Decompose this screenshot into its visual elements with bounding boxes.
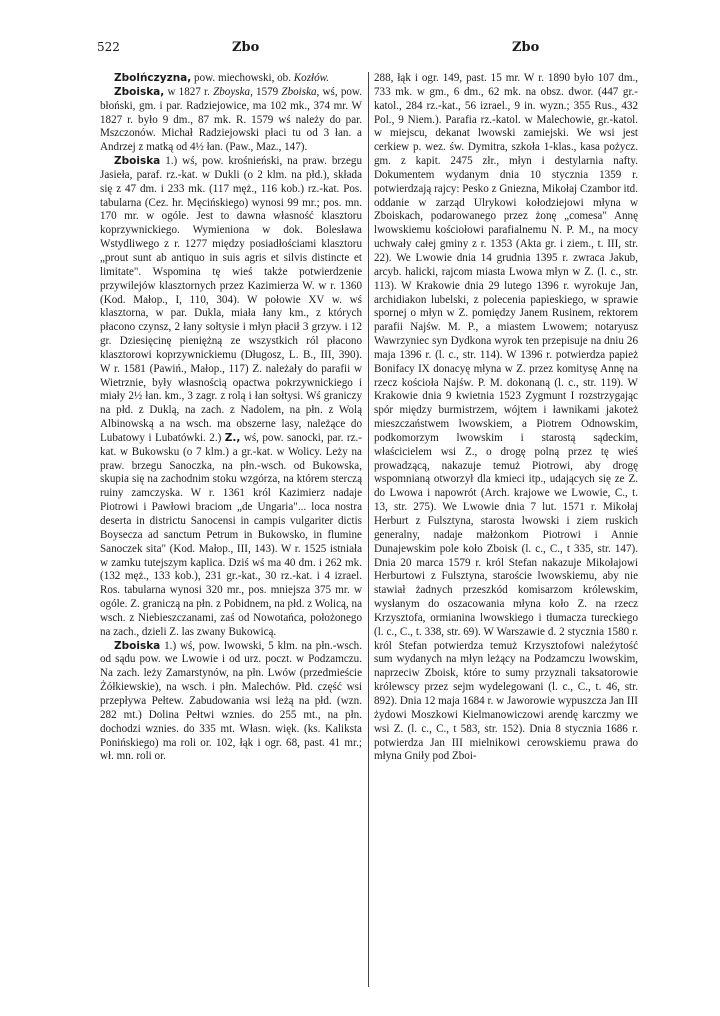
entry-text: w 1827 r.	[164, 85, 214, 98]
column-divider	[368, 72, 369, 987]
right-column	[374, 72, 638, 992]
page-number: 522	[97, 40, 120, 54]
entry-headword: Zboiska	[114, 639, 161, 652]
entry-italic-text: Zboiska,	[281, 85, 320, 98]
entry-italic-text: Kozłów.	[293, 72, 330, 84]
entry-zbolnczyzna	[100, 72, 362, 86]
running-head-right: Zbo	[512, 40, 540, 55]
entry-subheadword: Z.,	[224, 431, 241, 444]
entry-zboiska-lwowski	[100, 640, 362, 765]
running-head-left: Zbo	[232, 40, 260, 55]
entry-text: wś, pow. sanocki, par. rz.-kat. w Bukowsku (o 7 klm.) a gr.-kat. w Wolicy. Leży na praw. brzegu Sanoczka, na płn.-wsch. od Bukowska, skupia się na zachodnim stoku wzgórza, na którem sterczą ruiny zamczyska. W r. 1361 król Kazimierz nadaje Piotrowi i Pawłowi braciom „de Ungaria"... loca nostra deserta in districtu Sanocensi in campis vulgariter dictis Boysecza ad sanctum Petrum in Bukowsko, in flumine Sanoczek sita" (Kod. Małop., III, 143). W r. 1525 istniała w zamku tutejszym kaplica. Dziś wś ma 40 dm. i 262 mk. (132 męż., 133 kob.), 231 gr.-kat., 30 rz.-kat. i 4 izrael. Ros. tabularna wynosi 320 mr., pos. mniejsza 375 mr. w ogóle. Z. graniczą na płn. z Pobidnem, na płd. z Wolicą, na wsch. z Niebieszczanami, zaś od Nowotańca, położonego na zach., dzieli Z. las zwany Bukowicą.	[100, 431, 362, 638]
entry-text: wś, pow. błoński, gm. i par. Radziejowice, ma 102 mk., 374 mr. W 1827 r. było 9 dm., 87 mk. R. 1579 wś należy do par. Mszczonów. Michał Radziejowski płaci tu od 3 łan. a Andrzej z matką od 4½ łan. (Paw., Maz., 147).	[100, 85, 362, 154]
entry-headword: Zboiska	[114, 155, 161, 168]
entry-headword: Zbolńczyzna,	[114, 72, 192, 84]
entry-text: pow. miechowski, ob.	[191, 72, 294, 84]
entry-continuation-text: 288, łąk i ogr. 149, past. 15 mr. W r. 1890 było 107 dm., 733 mk. w gm., 6 dm., 62 mk. na obsz. dwor. (447 gr.-katol., 284 rz.-kat., 56 izrael., 9 in. wyzn.; 355 Rus., 432 Pol., 9 Niem.). Parafia rz.-katol. w Malechowie, gr.-katol. w miejscu, dekanat lwowski zamiejski. We wsi jest cerkiew p. wez. św. Dymitra, szkoła 1-klas., kasa pożycz. gm. z kapit. 2475 złr., młyn i destylarnia nafty. Dokumentem wydanym dnia 10 stycznia 1359 r. potwierdzają rajcy: Pesko z Gniezna, Mikołaj Czambor itd. oddanie w zarząd Ulrykowi kołodziejowi młyna w Zboiskach, podarowanego przez żonę „comesa" Annę lwowskiemu kościołowi parafialnemu N. P. M., na mocy uchwały całej gminy z r. 1353 (Akta gr. i ziem., t. III, str. 22). We Lwowie dnia 14 grudnia 1395 r. zwraca Jakub, arcyb. halicki, rajcom miasta Lwowa młyn w Z. (l. c., str. 113). W Krakowie dnia 29 lutego 1396 r. wyrokuje Jan, archidiakon lubelski, z polecenia papieskiego, w sprawie spornej o młyn w Z. pomiędzy Janem Rusinem, rektorem parafii Najśw. M. P., a miastem Lwowem; notaryusz Wawrzyniec syn Dydkona wyrok ten przepisuje na dniu 26 maja 1396 r. (l. c., str. 114). W 1396 r. potwierdza papież Bonifacy IX donacyę młyna w Z. przez komitysę Annę na rzecz kościoła Najśw. P. M. dokonaną (l. c., str. 119). W Krakowie dnia 9 kwietnia 1523 Zygmunt I rozstrzygając spór między burmistrzem, wójtem i ławnikami jakoteż mieszczaństwem lwowskiem, a Piotrem Odnowskim, podkomorzym lwowskim i starostą sądeckim, właścicielem wsi Z., o drogę polną przez tę wieś prowadzącą, nakazuje temuż Piotrowi, aby drogę wspomnianą otworzył dla kmieci itp., udających się ze Z. do Lwowa i napowrót (Arch. krajowe we Lwowie, C., t. 13, str. 275). We Lwowie dnia 7 lut. 1571 r. Mikołaj Herburt z Fulsztyna, starosta lwowski i ziem ruskich generalny, nadaje małżonkom Piotrowi i Annie Dunajewskim pole koło Zboisk (l. c., C., t 335, str. 147). Dnia 20 marca 1579 r. król Stefan nakazuje Mikołajowi Herburtowi z Fulsztyna, staroście lwowskiemu, aby nie stawiał żadnych przeszkód komisarzom królewskim, wysłanym do oszacowania młyna koło Z. na rzecz Krzysztofa, ormianina lwowskiego i tłumacza tureckiego (l. c., C., t. 338, str. 69). W Warszawie d. 2 stycznia 1580 r. król Stefan potwierdza temuż Krzysztofowi należytość sum wydanych na młyn leżący na Podzamczu lwowskim, naprzeciw Zboisk, które to sumy przyznali taksatorowie królewscy przez sejm wydelegowani (l. c., C., t. 46, str. 892). Dnia 12 maja 1684 r. w Jaworowie wypuszcza Jan III żydowi Moszkowi Kielmanowiczowi arendę karczmy we wsi Z. (l. c., C., t 583, str. 152). Dnia 8 stycznia 1686 r. potwierdza Jan III mielnikowi cerowskiemu prawa do młyna Gniły pod Zboi-	[374, 72, 638, 763]
entry-text: 1.) wś, pow. lwowski, 5 klm. na płn.-wsch. od sądu pow. we Lwowie i od urz. poczt. w Podzamczu. Na zach. leży Zamarstynów, na płn. Lwów (przedmieście Żółkiewskie), na wsch. i płn. Malechów. Płd. część wsi przepływa Pełtew. Zabudowania wsi leżą na płd. (wzn. 282 mt.) Dolina Pełtwi wznies. do 255 mt., na płn. dochodzi wznies. do 335 mt. Własn. więk. (ks. Kaliksta Ponińskiego) ma roli or. 102, łąk i ogr. 68, past. 41 mr.; wł. mn. roli or.	[100, 639, 362, 763]
entry-zboiska-blonski	[100, 86, 362, 155]
entry-headword: Zboiska,	[114, 85, 165, 98]
entry-text: 1.) wś, pow. krośnieński, na praw. brzegu Jasieła, paraf. rz.-kat. w Dukli (o 2 klm. na płd.), składa się z 47 dm. i 233 mk. (117 męż., 116 kob.) rz.-kat. Pos. tabularna (Cez. hr. Męcińskiego) wynosi 99 mr.; pos. mn. 170 mr. w ogóle. Jest to dawna własność klasztoru koprzywnickiego. Wymieniona w dok. Bolesława Wstydliwego z r. 1277 między posiadłościami klasztoru „prout sunt ab antiquo in suis agris et silvis distincte et limitate". Wspomina tę wieś także potwierdzenie przywilejów klasztornych przez Kazimierza W. w r. 1360 (Kod. Małop., I, 110, 304). W połowie XV w. wś klasztorna, w par. Dukla, miała łany km., z których płacono czynsz, 2 łany sołtysie i młyn płacił 3 grzyw. i 12 gr. Dziesięcinę pieniężną ze wszystkich ról płacono klasztorowi koprzywnickiemu (Długosz, L. B., III, 390). W r. 1581 (Pawiń., Małop., 117) Z. należały do parafii w Wietrznie, były własnością opactwa pokrzywnickiego i miały 2½ łan. km., 3 zagr. z rolą i łan sołtysi. Wś graniczy na płd. z Duklą, na zach. z Nadolem, na płn. z Wolą Albinowską a na wsch. ma obszerne lasy, należące do Lubatowy i Lubatówki. 2.)	[100, 155, 362, 444]
left-column	[100, 72, 362, 992]
entry-italic-text: Zboyska,	[213, 85, 253, 98]
entry-zboiska-krosnienski	[100, 155, 362, 640]
entry-text: 1579	[252, 85, 282, 98]
